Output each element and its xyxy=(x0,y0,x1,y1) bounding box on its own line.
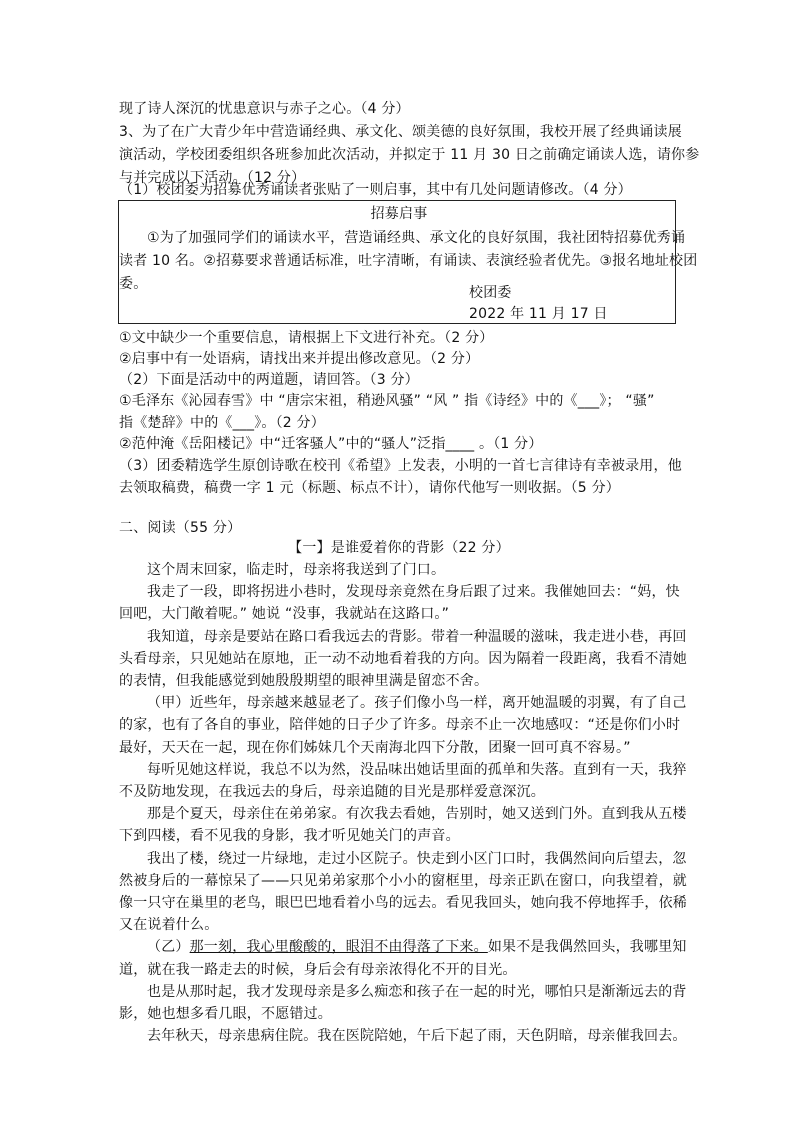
article-line: 道，就在我一路走去的时候，身后会有母亲浓得化不开的目光。 xyxy=(119,962,517,978)
article-title: 【一】是谁爱着你的背影（22 分） xyxy=(288,540,510,556)
q3-part3-line: 去领取稿费，稿费一字 1 元（标题、标点不计），请你代他写一则收据。（5 分） xyxy=(119,480,620,496)
notice-signer: 校团委 xyxy=(469,285,512,301)
section2-heading: 二、阅读（55 分） xyxy=(119,520,242,536)
article-line: 又在说着什么。 xyxy=(119,917,219,933)
article-line: 我知道，母亲是要站在路口看我远去的背影。带着一种温暖的滋味，我走进小巷，再回 xyxy=(147,629,687,645)
yi-label: （乙） xyxy=(147,939,190,955)
article-line: 像一只守在巢里的老鸟，眼巴巴地看着小鸟的远去。看见我回头，她向我不停地挥手，依稀 xyxy=(119,895,687,911)
article-line: 最好，天天在一起，现在你们姊妹几个天南海北四下分散，团聚一回可真不容易。” xyxy=(119,740,631,756)
q3-part1-title: （1）校团委为招募优秀诵读者张贴了一则启事，其中有几处问题请修改。（4 分） xyxy=(119,182,632,198)
article-line: 每听见她这样说，我总不以为然，没品味出她话里面的孤单和失落。直到有一天，我猝 xyxy=(147,762,687,778)
q3-part2-title: （2）下面是活动中的两道题，请回答。（3 分） xyxy=(119,372,419,388)
article-line: 这个周末回家，临走时，母亲将我送到了门口。 xyxy=(147,562,446,578)
article-line: 也是从那时起，我才发现母亲是多么痴恋和孩子在一起的时光，哪怕只是渐渐远去的背 xyxy=(147,984,687,1000)
article-line: 下到四楼，看不见我的身影，我才听见她关门的声音。 xyxy=(119,828,460,844)
q3-intro-line: 3、为了在广大青少年中营造诵经典、承文化、颂美德的良好氛围，我校开展了经典诵读展 xyxy=(119,124,682,140)
notice-body-line: 委。 xyxy=(119,276,148,292)
q3-part2-item: ①毛泽东《沁园春雪》中 “唐宗宋祖，稍逊风骚” “风 ” 指《诗经》中的《___》； “骚” xyxy=(119,393,655,409)
article-line: 不及防地发现，在我远去的身后，母亲追随的目光是那样爱意深沉。 xyxy=(119,784,545,800)
article-line-yi xyxy=(147,936,687,959)
notice-title: 招募启事 xyxy=(370,206,428,222)
article-line: 那是个夏天，母亲住在弟弟家。有次我去看她，告别时，她又送到门外。直到我从五楼 xyxy=(147,806,687,822)
q3-part1-item: ①文中缺少一个重要信息，请根据上下文进行补充。（2 分） xyxy=(119,330,494,346)
article-line: 去年秋天，母亲患病住院。我在医院陪她，午后下起了雨，天色阴暗，母亲催我回去。 xyxy=(147,1028,687,1044)
article-line: 我出了楼，绕过一片绿地，走过小区院子。快走到小区门口时，我偶然间向后望去，忽 xyxy=(147,851,687,867)
article-line: 影，她也想多看几眼，不愿错过。 xyxy=(119,1006,332,1022)
article-line: 的表情，但我能感觉到她殷殷期望的眼神里满是留恋不舍。 xyxy=(119,673,489,689)
q3-part1-item: ②启事中有一处语病，请找出来并提出修改意见。（2 分） xyxy=(119,351,480,367)
article-line: 头看母亲，只见她站在原地，正一动不动地看着我的方向。因为隔着一段距离，我看不清她 xyxy=(119,651,687,667)
yi-rest: 如果不是我偶然回头，我哪里知 xyxy=(487,939,687,955)
q3-part2-item: ②范仲淹《岳阳楼记》中“迁客骚人”中的“骚人”泛指____ 。（1 分） xyxy=(119,436,543,452)
article-line: 回吧，大门敞着呢。” 她说 “没事，我就站在这路口。” xyxy=(119,606,450,622)
article-line: 的家，也有了各自的事业，陪伴她的日子少了许多。母亲不止一次地感叹：“还是你们小时 xyxy=(119,717,681,733)
notice-body-line: ①为了加强同学们的诵读水平，营造诵经典、承文化的良好氛围，我社团特招募优秀诵 xyxy=(147,230,686,246)
article-line: （甲）近些年，母亲越来越显老了。孩子们像小鸟一样，离开她温暖的羽翼，有了自己 xyxy=(147,695,687,711)
article-line: 我走了一段，即将拐进小巷时，发现母亲竟然在身后跟了过来。我催她回去：“妈，快 xyxy=(147,584,680,600)
article-line: 然被身后的一幕惊呆了——只见弟弟家那个小小的窗框里，母亲正趴在窗口，向我望着，就 xyxy=(119,873,687,889)
notice-body-line: 读者 10 名。②招募要求普通话标准，吐字清晰，有诵读、表演经验者优先。③报名地址校团 xyxy=(119,253,698,269)
underlined-sentence: 那一刻，我心里酸酸的，眼泪不由得落了下来。 xyxy=(189,939,488,955)
q3-intro-line: 与并完成以下活动。（12 分） xyxy=(119,170,306,186)
notice-date: 2022 年 11 月 17 日 xyxy=(469,306,608,322)
q3-intro-line: 演活动，学校团委组织各班参加此次活动，并拟定于 11 月 30 日之前确定诵读人选，请你参 xyxy=(119,147,700,163)
q3-part2-item: 指《楚辞》中的《___》。（2 分） xyxy=(119,415,325,431)
q3-part3-line: （3）团委精选学生原创诗歌在校刊《希望》上发表，小明的一首七言律诗有幸被录用，他 xyxy=(119,458,682,474)
q2-tail: 现了诗人深沉的忧患意识与赤子之心。（4 分） xyxy=(119,101,410,117)
